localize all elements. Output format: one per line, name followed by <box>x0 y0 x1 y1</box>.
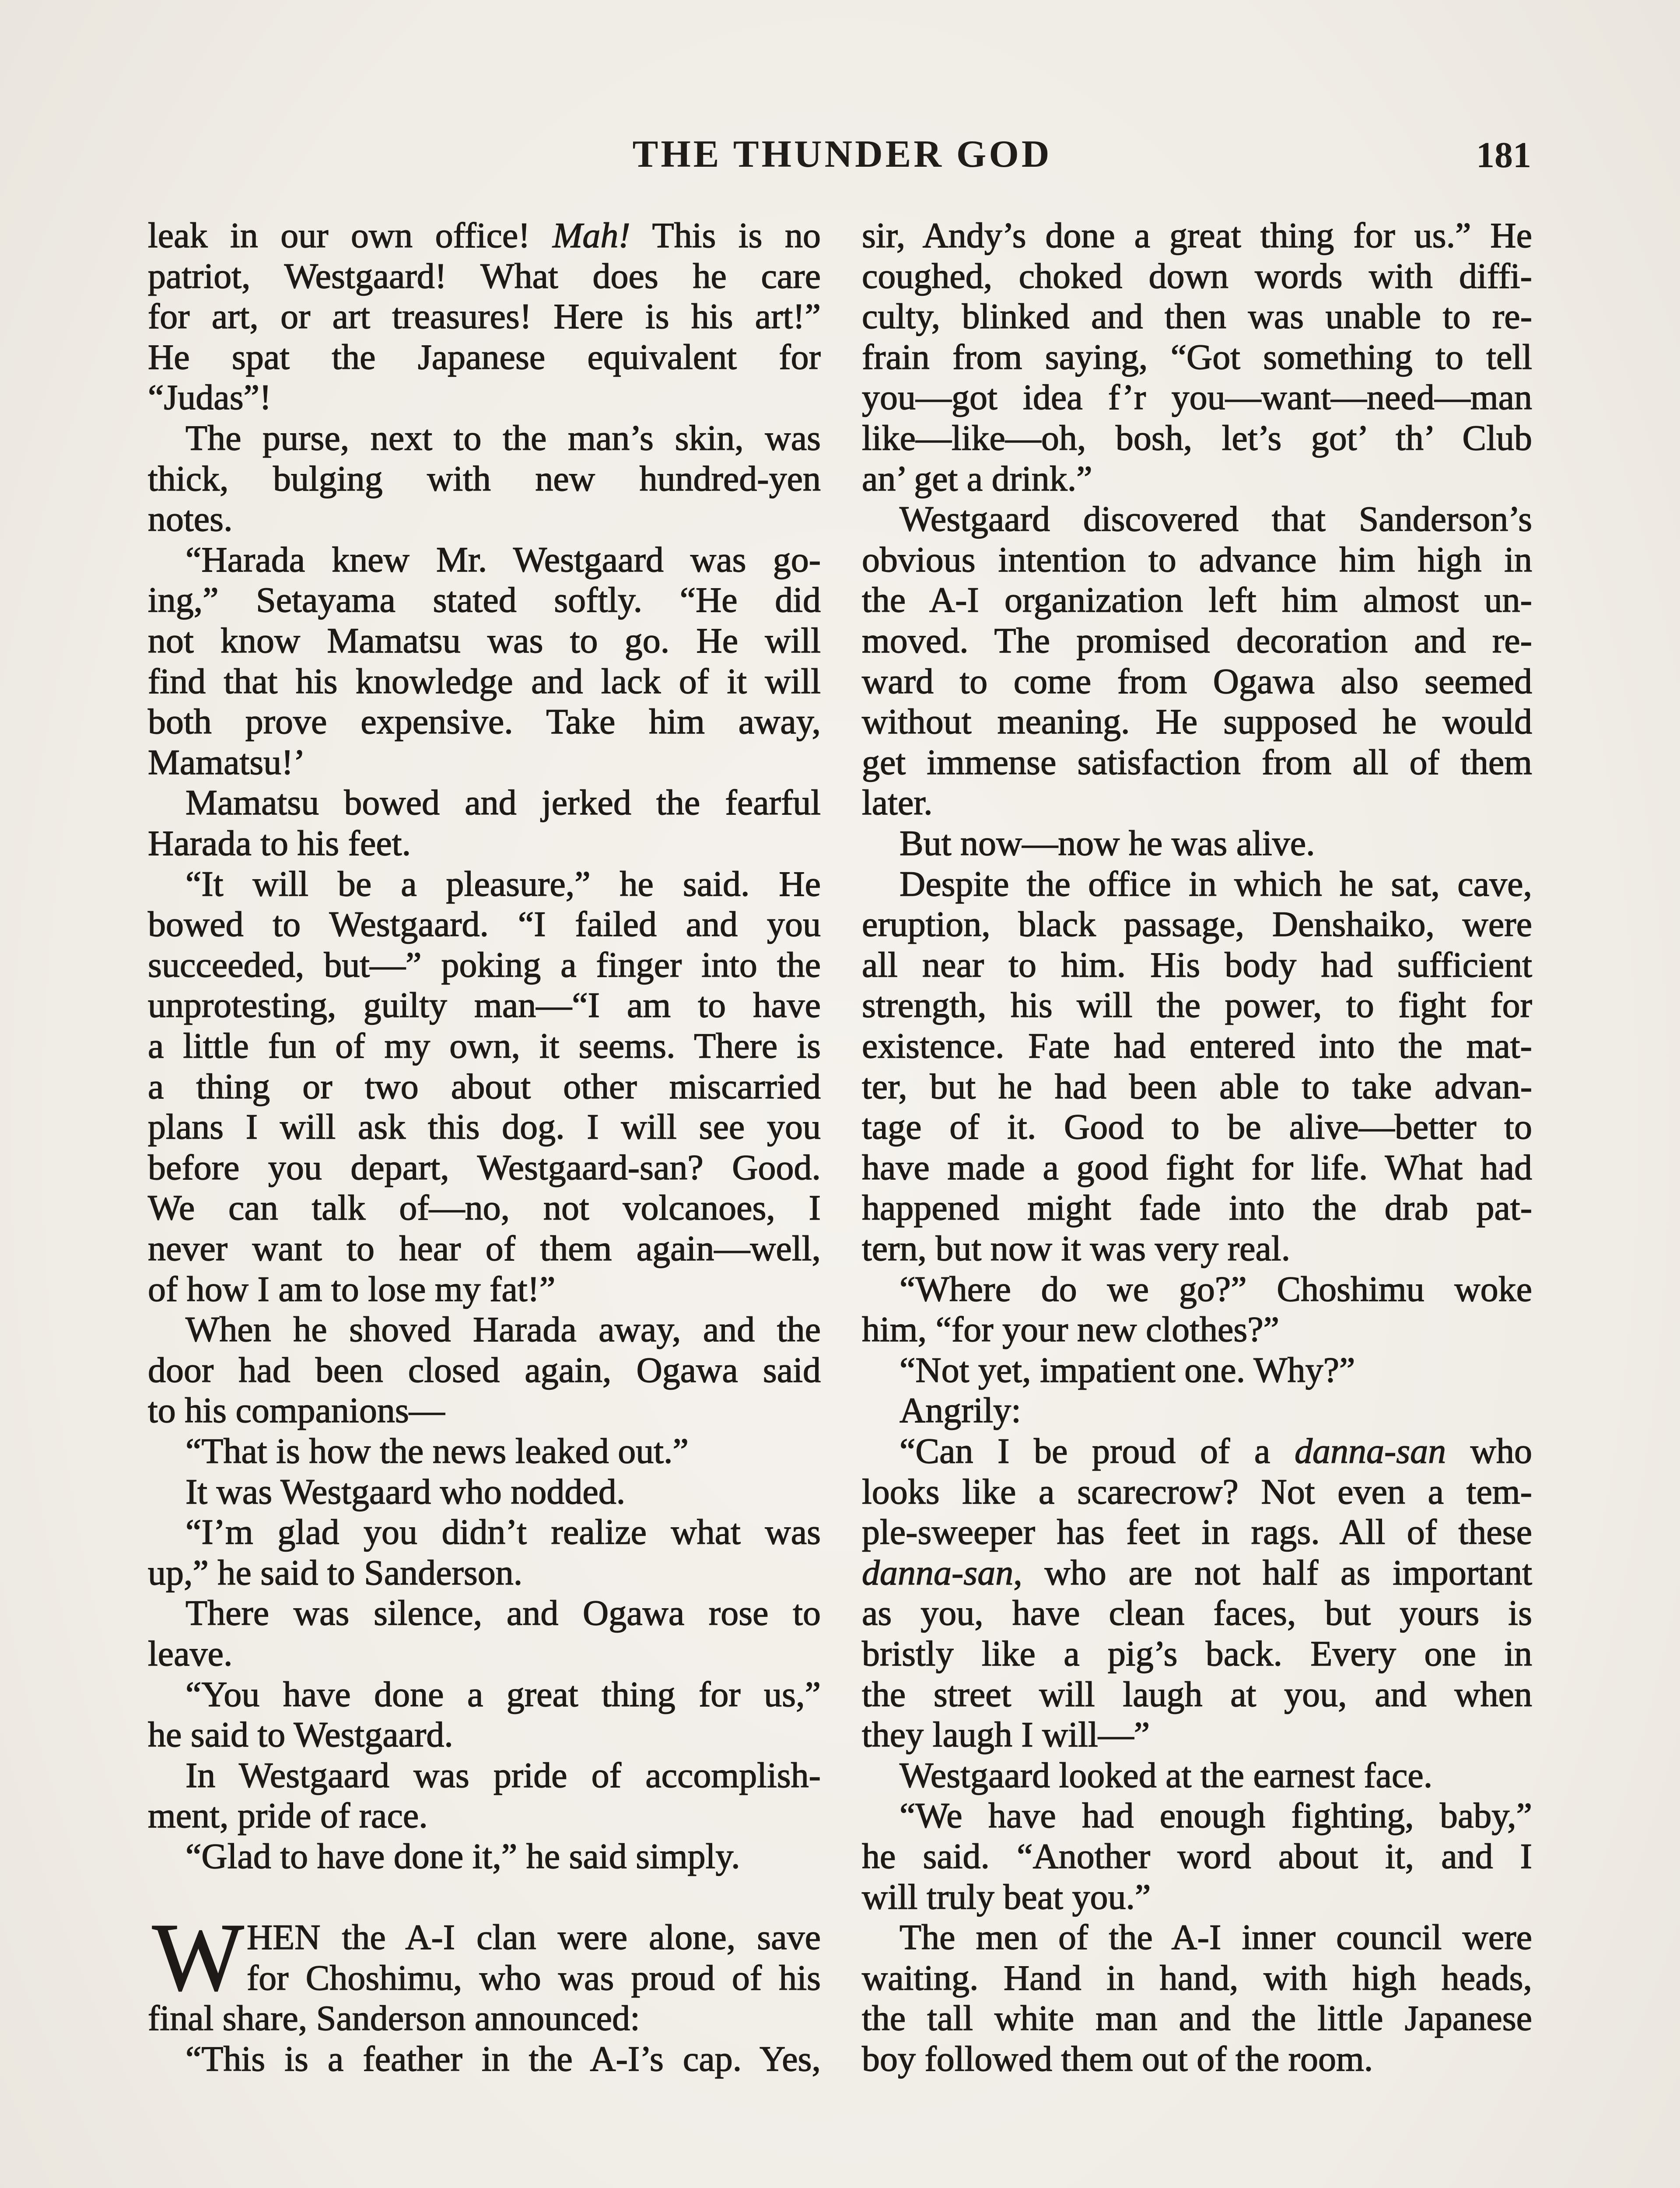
text-line: “Judas”! <box>148 377 272 417</box>
text-line: frain from saying, “Got something to tell <box>862 337 1532 377</box>
text-line: all near to him. His body had sufficient <box>862 944 1532 985</box>
italic-text: Mah! <box>553 215 630 255</box>
text-line: the street will laugh at you, and when <box>862 1674 1532 1714</box>
text-line: tern, but now it was very real. <box>862 1228 1291 1268</box>
text-line: “You have done a great thing for us,” <box>186 1674 821 1714</box>
text-line: a thing or two about other miscarried <box>148 1066 821 1106</box>
text-line: “I’m glad you didn’t realize what was <box>186 1512 821 1552</box>
text-line: “We have had enough fighting, baby,” <box>900 1795 1532 1836</box>
text-line: they laugh I will—” <box>862 1715 1150 1755</box>
text-line: of how I am to lose my fat!” <box>148 1269 556 1309</box>
text-line <box>900 1431 1532 1472</box>
text-line <box>862 1553 1532 1593</box>
text-line: We can talk of—no, not volcanoes, I <box>148 1188 821 1228</box>
text-line: “Where do we go?” Choshimu woke <box>900 1269 1532 1309</box>
text-line: find that his knowledge and lack of it will <box>148 661 821 701</box>
text-line: Westgaard discovered that Sanderson’s <box>900 499 1532 539</box>
text-line: “Harada knew Mr. Westgaard was go- <box>186 539 821 579</box>
text-line: later. <box>862 782 933 823</box>
text-line: not know Mamatsu was to go. He will <box>148 621 821 660</box>
text-line: Mamatsu!’ <box>148 742 305 782</box>
text-run: leak in our own office! <box>148 215 553 255</box>
text-line: “This is a feather in the A-I’s cap. Yes, <box>186 2039 821 2079</box>
right-column <box>862 215 1532 2079</box>
text-run: This is no <box>630 215 821 255</box>
text-line: tage of it. Good to be alive—better to <box>862 1107 1532 1147</box>
text-line: as you, have clean faces, but yours is <box>862 1593 1532 1633</box>
text-line: notes. <box>148 499 233 539</box>
text-line: sir, Andy’s done a great thing for us.” He <box>862 215 1532 255</box>
text-line: happened might fade into the drab pat- <box>862 1188 1532 1228</box>
text-line: Angrily: <box>900 1390 1021 1431</box>
text-line: bowed to Westgaard. “I failed and you <box>148 904 821 944</box>
text-run: who <box>1446 1431 1532 1471</box>
text-line: thick, bulging with new hundred-yen <box>148 458 821 498</box>
text-line: leave. <box>148 1634 233 1673</box>
text-line: strength, his will the power, to fight for <box>862 985 1532 1025</box>
text-line: for art, or art treasures! Here is his art!” <box>148 296 821 337</box>
text-line: up,” he said to Sanderson. <box>148 1552 523 1592</box>
text-line: When he shoved Harada away, and the <box>186 1309 821 1350</box>
text-line: moved. The promised decoration and re- <box>862 621 1532 660</box>
text-line: like—like—oh, bosh, let’s got’ th’ Club <box>862 418 1532 458</box>
text-line: unprotesting, guilty man—“I am to have <box>148 985 821 1025</box>
text-line: he said. “Another word about it, and I <box>862 1836 1532 1876</box>
text-line: The men of the A-I inner council were <box>900 1917 1532 1957</box>
text-line: “It will be a pleasure,” he said. He <box>186 863 821 904</box>
text-line: the tall white man and the little Japanese <box>862 1998 1532 2038</box>
text-line: There was silence, and Ogawa rose to <box>186 1593 821 1633</box>
text-line: plans I will ask this dog. I will see you <box>148 1107 821 1147</box>
text-line: coughed, choked down words with diffi- <box>862 256 1532 296</box>
italic-text: danna-san <box>1294 1431 1446 1471</box>
text-line: ter, but he had been able to take advan- <box>862 1066 1532 1106</box>
text-line: to his companions— <box>148 1390 445 1431</box>
text-line: the A-I organization left him almost un- <box>862 580 1532 620</box>
text-line: HEN the A-I clan were alone, save <box>247 1917 821 1957</box>
text-line: for Choshimu, who was proud of his <box>247 1957 821 1998</box>
text-line: Despite the office in which he sat, cave, <box>900 863 1532 904</box>
text-line: him, “for your new clothes?” <box>862 1309 1280 1350</box>
text-line: ing,” Setayama stated softly. “He did <box>148 580 821 620</box>
text-line: “Not yet, impatient one. Why?” <box>900 1350 1355 1390</box>
text-line: culty, blinked and then was unable to re- <box>862 296 1532 337</box>
left-column <box>148 215 821 2079</box>
text-line: get immense satisfaction from all of them <box>862 742 1532 782</box>
text-line: Mamatsu bowed and jerked the fearful <box>186 782 821 823</box>
text-line: a little fun of my own, it seems. There is <box>148 1026 821 1066</box>
text-line: Harada to his feet. <box>148 823 411 863</box>
text-run: , who are not half as important <box>1013 1552 1532 1592</box>
text-line: bristly like a pig’s back. Every one in <box>862 1634 1532 1673</box>
text-line: you—got idea f’r you—want—need—man <box>862 377 1532 417</box>
text-line: “That is how the news leaked out.” <box>186 1431 689 1471</box>
text-line: obvious intention to advance him high in <box>862 539 1532 579</box>
text-line: boy followed them out of the room. <box>862 2039 1373 2079</box>
text-line: ment, pride of race. <box>148 1795 428 1836</box>
text-line: “Glad to have done it,” he said simply. <box>186 1836 740 1876</box>
text-line: succeeded, but—” poking a finger into the <box>148 944 821 985</box>
text-line: both prove expensive. Take him away, <box>148 701 821 742</box>
italic-text: danna-san <box>862 1552 1014 1592</box>
text-run: “Can I be proud of a <box>900 1431 1295 1471</box>
text-line: In Westgaard was pride of accomplish- <box>186 1755 821 1795</box>
text-line: ple-sweeper has feet in rags. All of these <box>862 1512 1532 1552</box>
text-line: he said to Westgaard. <box>148 1715 453 1755</box>
text-line: The purse, next to the man’s skin, was <box>186 418 821 458</box>
text-line: final share, Sanderson announced: <box>148 1998 640 2038</box>
text-line: waiting. Hand in hand, with high heads, <box>862 1957 1532 1998</box>
text-line: ward to come from Ogawa also seemed <box>862 661 1532 701</box>
text-line: never want to hear of them again—well, <box>148 1228 821 1268</box>
text-line: before you depart, Westgaard-san? Good. <box>148 1147 821 1187</box>
text-line: patriot, Westgaard! What does he care <box>148 256 821 296</box>
text-line: without meaning. He supposed he would <box>862 701 1532 742</box>
text-line: door had been closed again, Ogawa said <box>148 1350 821 1390</box>
text-line: Westgaard looked at the earnest face. <box>900 1755 1433 1795</box>
text-line: But now—now he was alive. <box>900 823 1315 863</box>
text-line: will truly beat you.” <box>862 1876 1151 1917</box>
page-number: 181 <box>1476 135 1531 175</box>
text-line: existence. Fate had entered into the mat- <box>862 1026 1532 1066</box>
running-head: THE THUNDER GOD <box>632 133 1052 175</box>
text-line: It was Westgaard who nodded. <box>186 1471 626 1511</box>
text-line <box>148 215 821 256</box>
drop-cap: W <box>152 1903 244 2011</box>
text-line: He spat the Japanese equivalent for <box>148 337 821 377</box>
text-line: have made a good fight for life. What had <box>862 1147 1532 1187</box>
text-line: looks like a scarecrow? Not even a tem- <box>862 1471 1532 1511</box>
text-line: an’ get a drink.” <box>862 458 1092 498</box>
text-line: eruption, black passage, Denshaiko, were <box>862 904 1532 944</box>
